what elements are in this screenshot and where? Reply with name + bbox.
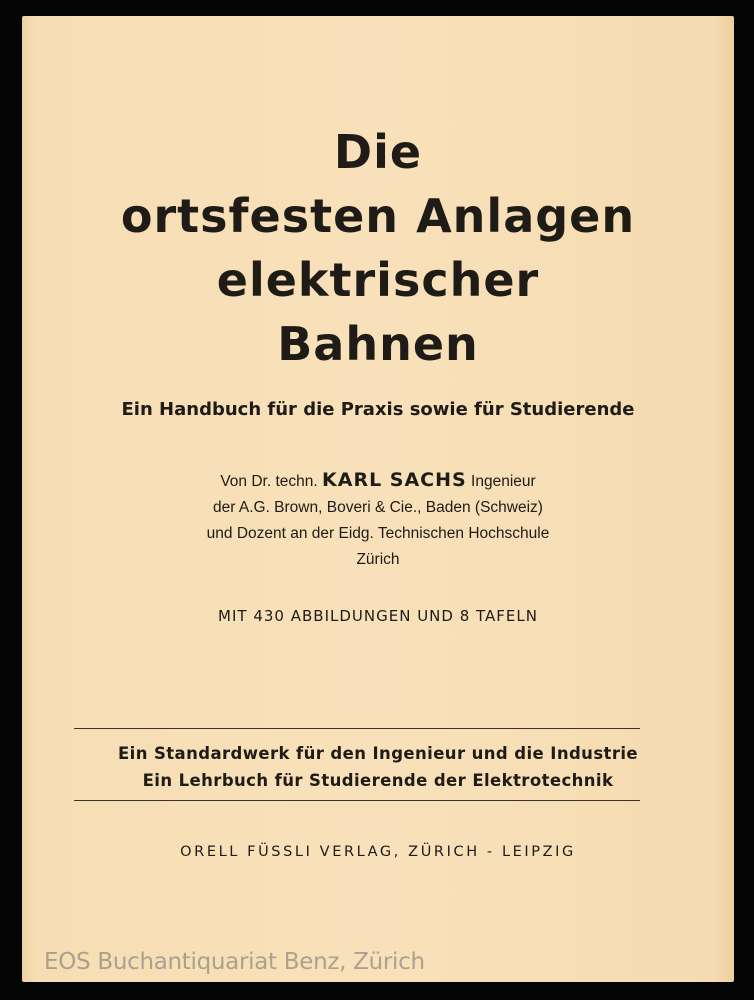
- illustrations-note: MIT 430 ABBILDUNGEN UND 8 TAFELN: [218, 607, 538, 625]
- author-affiliation: und Dozent an der Eidg. Technischen Hochschule: [206, 525, 550, 542]
- book-cover: [22, 16, 734, 982]
- tagline-line: Ein Standardwerk für den Ingenieur und die Industrie: [117, 744, 639, 763]
- author-name: KARL SACHS: [322, 469, 467, 491]
- title-line: ortsfesten Anlagen: [120, 189, 636, 243]
- divider-bottom: [74, 800, 640, 801]
- title-line: elektrischer: [216, 253, 540, 307]
- watermark-text: EOS Buchantiquariat Benz, Zürich: [44, 949, 425, 975]
- title-line: Bahnen: [277, 317, 479, 371]
- author-suffix: Ingenieur: [471, 473, 536, 490]
- book-subtitle: Ein Handbuch für die Praxis sowie für Studierende: [121, 399, 635, 420]
- publisher-line: ORELL FÜSSLI VERLAG, ZÜRICH - LEIPZIG: [180, 844, 576, 860]
- author-block: [22, 467, 734, 573]
- divider-top: [74, 728, 640, 729]
- author-line: [22, 467, 734, 495]
- title-line: Die: [333, 125, 423, 179]
- author-affiliation: Zürich: [356, 551, 400, 568]
- author-prefix: Von Dr. techn.: [220, 473, 318, 490]
- tagline-block: [22, 740, 734, 794]
- author-affiliation: der A.G. Brown, Boveri & Cie., Baden (Schweiz): [213, 499, 543, 516]
- tagline-line: Ein Lehrbuch für Studierende der Elektrotechnik: [142, 771, 614, 790]
- book-title: [22, 120, 734, 376]
